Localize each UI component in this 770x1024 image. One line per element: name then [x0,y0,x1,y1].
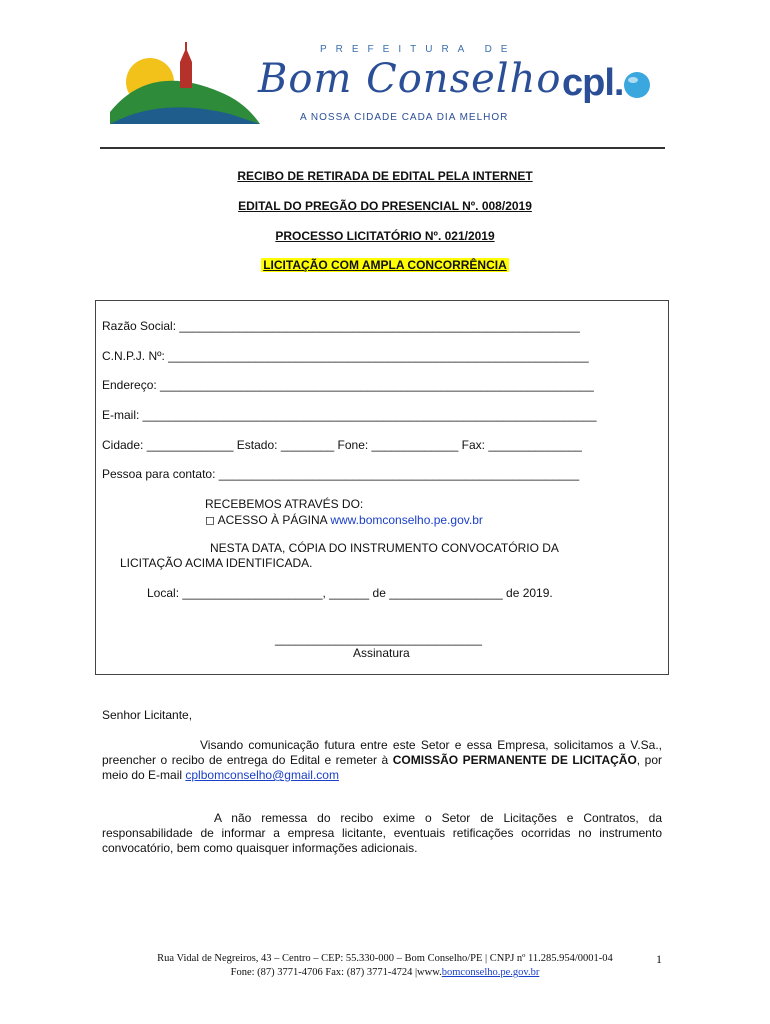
paragraph-1 [102,738,662,783]
footer-phones: Fone: (87) 3771-4706 Fax: (87) 3771-4724 |www. [230,967,442,978]
nesta-data-line1: NESTA DATA, CÓPIA DO INSTRUMENTO CONVOCATÓRIO DA [210,541,559,555]
recebemos-label: RECEBEMOS ATRAVÉS DO: [205,497,364,511]
slogan: A NOSSA CIDADE CADA DIA MELHOR [300,112,509,123]
p1-text-2: , por meio do E-mail [102,753,663,782]
page-number: 1 [656,952,662,966]
header-divider [100,147,665,149]
paragraph-2: A não remessa do recibo exime o Setor de Licitações e Contratos, da responsabilidade de informar a empresa licitante, eventuais retificações ocorridas no instrumento convocatório, bem como quaisquer informações adicionais. [102,811,662,855]
signature-label: Assinatura [353,646,410,660]
cnpj-field: C.N.P.J. Nº: _______________________________________________________________ [102,349,589,363]
pessoa-contato-field: Pessoa para contato: ______________________________________________________ [102,467,580,481]
title-recibo: RECIBO DE RETIRADA DE EDITAL PELA INTERNET [237,169,533,183]
globe-icon [622,70,652,100]
title-processo: PROCESSO LICITATÓRIO Nº. 021/2019 [275,229,495,243]
cpl-logo: cpl. [562,62,624,104]
email-link[interactable]: cplbomconselho@gmail.com [185,768,339,782]
footer-address: Rua Vidal de Negreiros, 43 – Centro – CEP: 55.330-000 – Bom Conselho/PE | CNPJ nº 11.285.954/0001-04 [157,953,613,964]
email-field: E-mail: ____________________________________________________________________ [102,408,597,422]
greeting: Senhor Licitante, [102,708,193,722]
nesta-data-line2: LICITAÇÃO ACIMA IDENTIFICADA. [120,556,313,570]
prefeitura-label: PREFEITURA DE [320,44,517,55]
p1-bold: COMISSÃO PERMANENTE DE LICITAÇÃO [392,753,637,767]
site-link[interactable]: www.bomconselho.pe.gov.br [330,513,483,527]
cidade-estado-fone-fax-field: Cidade: _____________ Estado: ________ Fone: _____________ Fax: ______________ [102,438,582,452]
city-logo-icon [110,42,260,124]
highlighted-title: LICITAÇÃO COM AMPLA CONCORRÊNCIA [263,258,507,272]
footer-site-link[interactable]: bomconselho.pe.gov.br [441,967,540,978]
acesso-prefix: ◻ ACESSO À PÁGINA [205,513,331,527]
city-name: Bom Conselho [258,56,562,102]
title-licitacao [0,258,770,272]
endereco-field: Endereço: _________________________________________________________________ [102,378,594,392]
acesso-pagina [205,513,483,527]
p1-text: Visando comunicação futura entre este Setor e essa Empresa, solicitamos a V.Sa., preencher o recibo de entrega do Edital e remeter à [102,738,662,767]
razao-social-field: Razão Social: ____________________________________________________________ [102,319,580,333]
footer-contact [0,967,770,978]
signature-line: _______________________________ [275,632,482,646]
title-edital: EDITAL DO PREGÃO DO PRESENCIAL Nº. 008/2019 [238,199,532,213]
local-date-field: Local: _____________________, ______ de _________________ de 2019. [147,586,553,600]
